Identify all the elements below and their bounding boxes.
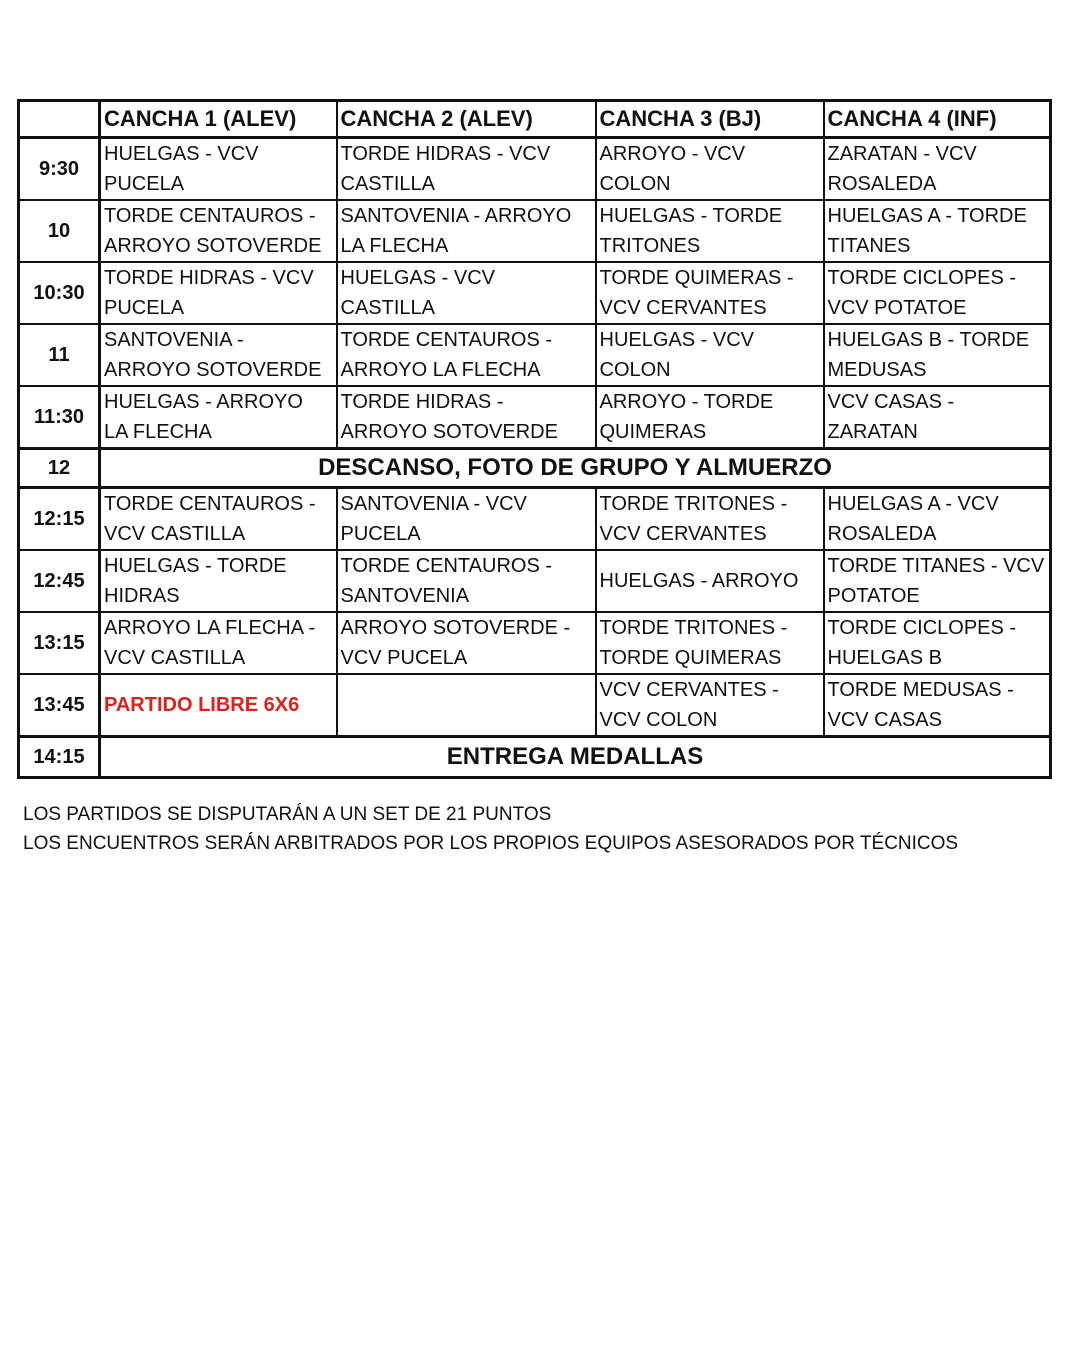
match-cell: TORDE MEDUSAS - VCV CASAS <box>824 674 1051 737</box>
column-header-cancha-2: CANCHA 2 (ALEV) <box>337 101 596 138</box>
column-header-cancha-1: CANCHA 1 (ALEV) <box>100 101 337 138</box>
note-line: LOS ENCUENTROS SERÁN ARBITRADOS POR LOS PROPIOS EQUIPOS ASESORADOS POR TÉCNICOS <box>23 833 959 854</box>
time-cell: 11 <box>19 324 100 386</box>
match-cell: ARROYO LA FLECHA - VCV CASTILLA <box>100 612 337 674</box>
schedule-table <box>17 99 1052 779</box>
time-cell: 12:15 <box>19 488 100 551</box>
match-cell: TORDE CENTAUROS - VCV CASTILLA <box>100 488 337 551</box>
match-cell: VCV CASAS - ZARATAN <box>824 386 1051 449</box>
match-cell: SANTOVENIA - VCV PUCELA <box>337 488 596 551</box>
match-cell: HUELGAS A - VCV ROSALEDA <box>824 488 1051 551</box>
time-cell: 10:30 <box>19 262 100 324</box>
match-cell: TORDE TRITONES - TORDE QUIMERAS <box>596 612 824 674</box>
final-row <box>19 737 1051 778</box>
match-cell: TORDE CICLOPES - HUELGAS B <box>824 612 1051 674</box>
match-cell: HUELGAS A - TORDE TITANES <box>824 200 1051 262</box>
table-row <box>19 550 1051 612</box>
match-cell: HUELGAS - ARROYO <box>596 550 824 612</box>
column-header-cancha-4: CANCHA 4 (INF) <box>824 101 1051 138</box>
table-row <box>19 200 1051 262</box>
match-cell: HUELGAS - ARROYO LA FLECHA <box>100 386 337 449</box>
final-banner: ENTREGA MEDALLAS <box>100 737 1051 778</box>
match-cell: SANTOVENIA - ARROYO LA FLECHA <box>337 200 596 262</box>
match-cell: ARROYO SOTOVERDE - VCV PUCELA <box>337 612 596 674</box>
time-cell: 13:15 <box>19 612 100 674</box>
table-row <box>19 488 1051 551</box>
free-match-cell: PARTIDO LIBRE 6X6 <box>100 674 337 737</box>
table-row <box>19 674 1051 737</box>
match-cell: TORDE CENTAUROS - ARROYO SOTOVERDE <box>100 200 337 262</box>
match-cell: TORDE CENTAUROS - SANTOVENIA <box>337 550 596 612</box>
table-row <box>19 386 1051 449</box>
match-cell: TORDE QUIMERAS - VCV CERVANTES <box>596 262 824 324</box>
time-cell: 12:45 <box>19 550 100 612</box>
match-cell: HUELGAS - VCV CASTILLA <box>337 262 596 324</box>
table-row <box>19 262 1051 324</box>
break-banner: DESCANSO, FOTO DE GRUPO Y ALMUERZO <box>100 449 1051 488</box>
match-cell: TORDE HIDRAS - VCV CASTILLA <box>337 138 596 201</box>
break-row <box>19 449 1051 488</box>
match-cell: TORDE TRITONES - VCV CERVANTES <box>596 488 824 551</box>
table-row <box>19 324 1051 386</box>
table-row <box>19 138 1051 201</box>
match-cell: TORDE TITANES - VCV POTATOE <box>824 550 1051 612</box>
time-cell: 14:15 <box>19 737 100 778</box>
match-cell: TORDE CICLOPES - VCV POTATOE <box>824 262 1051 324</box>
footer-notes <box>23 800 958 858</box>
time-cell: 11:30 <box>19 386 100 449</box>
match-cell: SANTOVENIA - ARROYO SOTOVERDE <box>100 324 337 386</box>
match-cell: HUELGAS - TORDE HIDRAS <box>100 550 337 612</box>
match-cell: ZARATAN - VCV ROSALEDA <box>824 138 1051 201</box>
match-cell: TORDE HIDRAS - ARROYO SOTOVERDE <box>337 386 596 449</box>
match-cell: HUELGAS B - TORDE MEDUSAS <box>824 324 1051 386</box>
corner-header <box>19 101 100 138</box>
match-cell: TORDE HIDRAS - VCV PUCELA <box>100 262 337 324</box>
table-header-row <box>19 101 1051 138</box>
time-cell: 9:30 <box>19 138 100 201</box>
column-header-cancha-3: CANCHA 3 (BJ) <box>596 101 824 138</box>
time-cell: 13:45 <box>19 674 100 737</box>
note-line: LOS PARTIDOS SE DISPUTARÁN A UN SET DE 21 PUNTOS <box>23 804 552 825</box>
match-cell: HUELGAS - VCV PUCELA <box>100 138 337 201</box>
table-row <box>19 612 1051 674</box>
time-cell: 10 <box>19 200 100 262</box>
match-cell: VCV CERVANTES - VCV COLON <box>596 674 824 737</box>
match-cell: HUELGAS - VCV COLON <box>596 324 824 386</box>
match-cell: HUELGAS - TORDE TRITONES <box>596 200 824 262</box>
match-cell: ARROYO - TORDE QUIMERAS <box>596 386 824 449</box>
match-cell: TORDE CENTAUROS - ARROYO LA FLECHA <box>337 324 596 386</box>
match-cell: ARROYO - VCV COLON <box>596 138 824 201</box>
time-cell: 12 <box>19 449 100 488</box>
match-cell <box>337 674 596 737</box>
